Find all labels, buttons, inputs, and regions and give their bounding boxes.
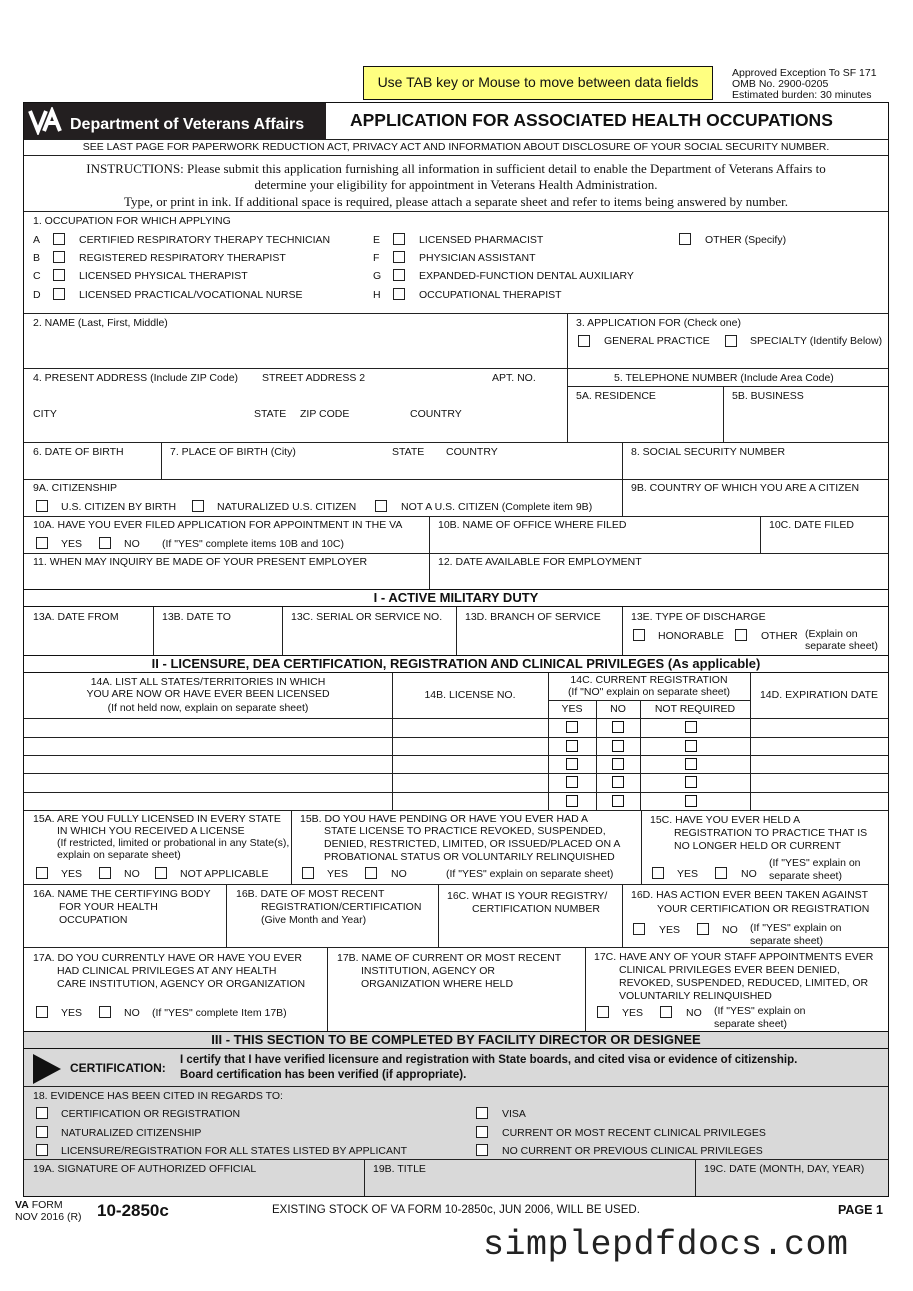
q1-letter-a: A [33,234,41,246]
q17b-l1: 17B. NAME OF CURRENT OR MOST RECENT [337,952,562,964]
q9a-checkbox-birth[interactable] [36,500,48,512]
footer-form-label [15,1199,63,1211]
q13e-checkbox-other[interactable] [735,629,747,641]
q16d-yes: YES [659,924,681,936]
q14c-row5-yes[interactable] [566,795,578,807]
q4-street2: STREET ADDRESS 2 [262,372,366,384]
q14c-row2-yes[interactable] [566,740,578,752]
q18-checkbox-naturalized[interactable] [36,1126,48,1138]
q17c-checkbox-yes[interactable] [597,1006,609,1018]
q14a-label-3: (If not held now, explain on separate sheet) [107,702,309,714]
q18-visa: VISA [502,1108,526,1120]
footer-va: VA [15,1199,29,1211]
q15c-note2: separate sheet) [769,870,842,882]
q15c-no: NO [741,868,757,880]
agency-name: Department of Veterans Affairs [70,116,305,133]
q17c-no: NO [686,1007,702,1019]
q15a-l4: explain on separate sheet) [57,849,181,861]
q14c-row5-no[interactable] [612,795,624,807]
q15c-l1: 15C. HAVE YOU EVER HELD A [650,814,801,826]
q14c-row1-yes[interactable] [566,721,578,733]
q18-current-privileges: CURRENT OR MOST RECENT CLINICAL PRIVILEGES [502,1127,766,1139]
q10a-note: (If "YES" complete items 10B and 10C) [162,538,344,550]
q15b-checkbox-yes[interactable] [302,867,314,879]
va-logo-icon [28,107,64,135]
q1-checkbox-b[interactable] [53,251,65,263]
q16b-l1: 16B. DATE OF MOST RECENT [236,888,385,900]
q15c-l3: NO LONGER HELD OR CURRENT [674,840,841,852]
q15a-checkbox-na[interactable] [155,867,167,879]
q17c-l3: REVOKED, SUSPENDED, REDUCED, LIMITED, OR [619,977,869,989]
q17c-l2: CLINICAL PRIVILEGES EVER BEEN DENIED, [619,964,840,976]
q3-checkbox-general[interactable] [578,335,590,347]
license-row [24,719,888,737]
q16d-checkbox-no[interactable] [697,923,709,935]
q1-checkbox-d[interactable] [53,288,65,300]
q16a-l1: 16A. NAME THE CERTIFYING BODY [33,888,211,900]
q11-label: 11. WHEN MAY INQUIRY BE MADE OF YOUR PRESENT EMPLOYER [33,556,368,568]
q4-state: STATE [254,408,287,420]
q1-checkbox-h[interactable] [393,288,405,300]
q14c-row1-no[interactable] [612,721,624,733]
q10a-checkbox-no[interactable] [99,537,111,549]
name-field[interactable] [28,332,562,366]
q15b-yes: YES [327,868,349,880]
q16c-l2: CERTIFICATION NUMBER [472,903,600,915]
q15a-l3: (If restricted, limited or probational in any State(s), [57,837,290,849]
q18-no-privileges: NO CURRENT OR PREVIOUS CLINICAL PRIVILEGES [502,1145,763,1157]
tab-notice: Use TAB key or Mouse to move between data fields [363,66,713,100]
q14c-label-2: (If "NO" explain on separate sheet) [567,686,731,698]
q10c-label: 10C. DATE FILED [769,519,854,531]
q17a-checkbox-yes[interactable] [36,1006,48,1018]
section-2-heading: II - LICENSURE, DEA CERTIFICATION, REGISTRATION AND CLINICAL PRIVILEGES (As applicable) [24,655,888,673]
q14a-label-1: 14A. LIST ALL STATES/TERRITORIES IN WHICH [90,676,326,688]
q1-label-f: PHYSICIAN ASSISTANT [419,252,536,264]
instructions-line3: Type, or print in ink. If additional space is required, please attach a separate sheet and refer to items being answered by number. [123,194,788,209]
instructions-line1: INSTRUCTIONS: Please submit this application furnishing all information in sufficient detail to enable the Department of Veterans Affairs to [86,161,826,176]
watermark: simplepdfdocs.com [483,1225,849,1265]
q17a-checkbox-no[interactable] [99,1006,111,1018]
form-title: APPLICATION FOR ASSOCIATED HEALTH OCCUPATIONS [350,110,833,130]
q14c-yes: YES [561,703,583,715]
omb-line1: Approved Exception To SF 171 [732,67,877,79]
q15b-note: (If "YES" explain on separate sheet) [446,868,614,880]
omb-line2: OMB No. 2900-0205 [732,78,829,90]
q14c-row2-no[interactable] [612,740,624,752]
q14c-row1-not-required[interactable] [685,721,697,733]
q3-label: 3. APPLICATION FOR (Check one) [576,317,741,329]
q17a-l2: HAD CLINICAL PRIVILEGES AT ANY HEALTH [57,965,277,977]
q17b-l2: INSTITUTION, AGENCY OR [361,965,495,977]
q1-checkbox-e[interactable] [393,233,405,245]
q16d-l1: 16D. HAS ACTION EVER BEEN TAKEN AGAINST [631,889,869,901]
q6-label: 6. DATE OF BIRTH [33,446,124,458]
q1-letter-f: F [373,252,380,264]
q18-checkbox-cert[interactable] [36,1107,48,1119]
q9a-label: 9A. CITIZENSHIP [33,482,118,494]
q13d-label: 13D. BRANCH OF SERVICE [465,611,601,623]
q9a-label-not-citizen: NOT A U.S. CITIZEN (Complete item 9B) [401,501,593,513]
q1-checkbox-g[interactable] [393,269,405,281]
q10a-label: 10A. HAVE YOU EVER FILED APPLICATION FOR APPOINTMENT IN THE VA [33,519,403,531]
q14c-label-1: 14C. CURRENT REGISTRATION [570,674,728,686]
q15a-l2: IN WHICH YOU RECEIVED A LICENSE [57,825,245,837]
q9a-label-birth: U.S. CITIZEN BY BIRTH [61,501,177,513]
q4-apt: APT. NO. [492,372,536,384]
footer-page: PAGE 1 [838,1203,883,1217]
q12-label: 12. DATE AVAILABLE FOR EMPLOYMENT [438,556,642,568]
q7-state: STATE [392,446,425,458]
q19c-label: 19C. DATE (MONTH, DAY, YEAR) [704,1163,865,1175]
q5-label: 5. TELEPHONE NUMBER (Include Area Code) [614,372,834,384]
q16d-note2: separate sheet) [750,935,823,947]
q14b-label: 14B. LICENSE NO. [424,689,516,701]
footer-form: FORM [28,1199,63,1211]
q17c-l4: VOLUNTARILY RELINQUISHED [619,990,772,1002]
q14c-row4-not-required[interactable] [685,776,697,788]
q16c-l1: 16C. WHAT IS YOUR REGISTRY/ [447,890,608,902]
q16a-l2: FOR YOUR HEALTH [59,901,158,913]
q17a-yes: YES [61,1007,83,1019]
q1-label-g: EXPANDED-FUNCTION DENTAL AUXILIARY [419,270,634,282]
q15b-checkbox-no[interactable] [365,867,377,879]
q16d-l2: YOUR CERTIFICATION OR REGISTRATION [657,903,870,915]
q1-letter-h: H [373,289,381,301]
q14c-row2-not-required[interactable] [685,740,697,752]
q9a-checkbox-not-citizen[interactable] [375,500,387,512]
q3-label-general: GENERAL PRACTICE [604,335,710,347]
q15b-l4: PROBATIONAL STATUS OR VOLUNTARILY RELINQUISHED [324,851,615,863]
q14c-not-required: NOT REQUIRED [654,703,736,715]
q14c-no: NO [610,703,626,715]
section-1-heading: I - ACTIVE MILITARY DUTY [24,589,888,607]
q9b-label: 9B. COUNTRY OF WHICH YOU ARE A CITIZEN [631,482,860,494]
q5a-label: 5A. RESIDENCE [576,390,656,402]
license-row [24,774,888,792]
q14c-row4-no[interactable] [612,776,624,788]
q14a-label-2: YOU ARE NOW OR HAVE EVER BEEN LICENSED [86,688,330,700]
q13e-explain1: (Explain on [805,628,858,640]
q15a-no: NO [124,868,140,880]
q7-country: COUNTRY [446,446,498,458]
omb-line3: Estimated burden: 30 minutes [732,89,872,101]
q15a-yes: YES [61,868,83,880]
q19b-label: 19B. TITLE [373,1163,426,1175]
q10a-no: NO [124,538,140,550]
q15a-na: NOT APPLICABLE [180,868,269,880]
q1-label-c: LICENSED PHYSICAL THERAPIST [79,270,248,282]
q1-checkbox-c[interactable] [53,269,65,281]
q4-zip: ZIP CODE [300,408,350,420]
privacy-notice: SEE LAST PAGE FOR PAPERWORK REDUCTION ACT, PRIVACY ACT AND INFORMATION ABOUT DISCLOSURE OF YOUR SOCIAL SECURITY NUMBER. [82,141,830,153]
certification-label: CERTIFICATION: [70,1061,166,1075]
q3-checkbox-specialty[interactable] [725,335,737,347]
q9a-label-naturalized: NATURALIZED U.S. CITIZEN [217,501,357,513]
certification-line2: Board certification has been verified (if appropriate). [180,1069,467,1081]
q16d-no: NO [722,924,738,936]
q17c-note1: (If "YES" explain on [714,1005,806,1017]
q18-naturalized: NATURALIZED CITIZENSHIP [61,1127,202,1139]
q17c-yes: YES [622,1007,644,1019]
footer-date: NOV 2016 (R) [15,1211,82,1223]
license-row [24,756,888,774]
q14d-label: 14D. EXPIRATION DATE [759,689,879,701]
q15b-no: NO [391,868,407,880]
q15c-l2: REGISTRATION TO PRACTICE THAT IS [674,827,868,839]
q15c-yes: YES [677,868,699,880]
q10a-checkbox-yes[interactable] [36,537,48,549]
q18-checkbox-visa[interactable] [476,1107,488,1119]
q14c-row5-not-required[interactable] [685,795,697,807]
q1-label: 1. OCCUPATION FOR WHICH APPLYING [33,215,231,227]
q10a-yes: YES [61,538,83,550]
q17c-l1: 17C. HAVE ANY OF YOUR STAFF APPOINTMENTS EVER [594,951,874,963]
q15b-l2: STATE LICENSE TO PRACTICE REVOKED, SUSPENDED, [324,825,606,837]
q16b-l3: (Give Month and Year) [261,914,367,926]
q15b-l1: 15B. DO YOU HAVE PENDING OR HAVE YOU EVER HAD A [300,813,589,825]
q13b-label: 13B. DATE TO [162,611,231,623]
q16b-l2: REGISTRATION/CERTIFICATION [261,901,422,913]
q1-checkbox-f[interactable] [393,251,405,263]
q15c-checkbox-no[interactable] [715,867,727,879]
q13a-label: 13A. DATE FROM [33,611,119,623]
q15b-l3: DENIED, RESTRICTED, LIMITED, OR ISSUED/PLACED ON A [324,838,621,850]
q15c-checkbox-yes[interactable] [652,867,664,879]
instructions-line2: determine your eligibility for appointment in Veterans Health Administration. [254,177,658,192]
q15a-checkbox-yes[interactable] [36,867,48,879]
q17a-note: (If "YES" complete Item 17B) [152,1007,287,1019]
q18-licensure: LICENSURE/REGISTRATION FOR ALL STATES LISTED BY APPLICANT [61,1145,408,1157]
q1-letter-c: C [33,270,41,282]
q1-label-a: CERTIFIED RESPIRATORY THERAPY TECHNICIAN [79,234,331,246]
footer-form-number: 10-2850c [97,1201,169,1220]
q13e-other: OTHER [761,630,798,642]
q7-label: 7. PLACE OF BIRTH (City) [170,446,296,458]
q16a-l3: OCCUPATION [59,914,128,926]
q1-letter-e: E [373,234,381,246]
license-row [24,793,888,811]
q17a-no: NO [124,1007,140,1019]
license-row [24,738,888,756]
q1-label-h: OCCUPATIONAL THERAPIST [419,289,562,301]
q15c-note1: (If "YES" explain on [769,857,861,869]
q3-label-specialty: SPECIALTY (Identify Below) [750,335,883,347]
q2-label: 2. NAME (Last, First, Middle) [33,317,168,329]
q4-city: CITY [33,408,57,420]
arrow-icon [33,1054,61,1084]
q13e-explain2: separate sheet) [805,640,878,652]
q1-label-other: OTHER (Specify) [705,234,787,246]
q1-checkbox-other[interactable] [679,233,691,245]
q13c-label: 13C. SERIAL OR SERVICE NO. [291,611,443,623]
q1-letter-b: B [33,252,41,264]
q13e-checkbox-honorable[interactable] [633,629,645,641]
q4-label: 4. PRESENT ADDRESS (Include ZIP Code) [33,372,239,384]
q17b-l3: ORGANIZATION WHERE HELD [361,978,514,990]
q17c-checkbox-no[interactable] [660,1006,672,1018]
q14c-row4-yes[interactable] [566,776,578,788]
q10b-label: 10B. NAME OF OFFICE WHERE FILED [438,519,627,531]
footer-stock: EXISTING STOCK OF VA FORM 10-2850c, JUN 2006, WILL BE USED. [272,1204,640,1216]
q14c-row3-not-required[interactable] [685,758,697,770]
q13e-honorable: HONORABLE [658,630,724,642]
q4-country: COUNTRY [410,408,462,420]
q18-cert: CERTIFICATION OR REGISTRATION [61,1108,241,1120]
q16d-note1: (If "YES" explain on [750,922,842,934]
q14c-row3-no[interactable] [612,758,624,770]
q16d-checkbox-yes[interactable] [633,923,645,935]
q1-letter-d: D [33,289,41,301]
q18-label: 18. EVIDENCE HAS BEEN CITED IN REGARDS TO: [33,1090,283,1102]
q1-label-b: REGISTERED RESPIRATORY THERAPIST [79,252,286,264]
q1-label-d: LICENSED PRACTICAL/VOCATIONAL NURSE [79,289,303,301]
q18-checkbox-licensure[interactable] [36,1144,48,1156]
q8-label: 8. SOCIAL SECURITY NUMBER [631,446,786,458]
q18-checkbox-current-privileges[interactable] [476,1126,488,1138]
q1-checkbox-a[interactable] [53,233,65,245]
q17a-l3: CARE INSTITUTION, AGENCY OR ORGANIZATION [57,978,306,990]
certification-line1: I certify that I have verified licensure and registration with State boards, and cited visa or evidence of citizenship. [180,1054,798,1066]
q18-checkbox-no-privileges[interactable] [476,1144,488,1156]
q1-letter-g: G [373,270,382,282]
q17c-note2: separate sheet) [714,1018,787,1030]
q14c-row3-yes[interactable] [566,758,578,770]
q5b-label: 5B. BUSINESS [732,390,804,402]
q13e-label: 13E. TYPE OF DISCHARGE [631,611,766,623]
q17a-l1: 17A. DO YOU CURRENTLY HAVE OR HAVE YOU EVER [33,952,302,964]
section-3-heading: III - THIS SECTION TO BE COMPLETED BY FACILITY DIRECTOR OR DESIGNEE [24,1031,888,1049]
q1-label-e: LICENSED PHARMACIST [419,234,544,246]
q9a-checkbox-naturalized[interactable] [192,500,204,512]
q19a-label: 19A. SIGNATURE OF AUTHORIZED OFFICIAL [33,1163,257,1175]
q15a-l1: 15A. ARE YOU FULLY LICENSED IN EVERY STATE [33,813,281,825]
q15a-checkbox-no[interactable] [99,867,111,879]
